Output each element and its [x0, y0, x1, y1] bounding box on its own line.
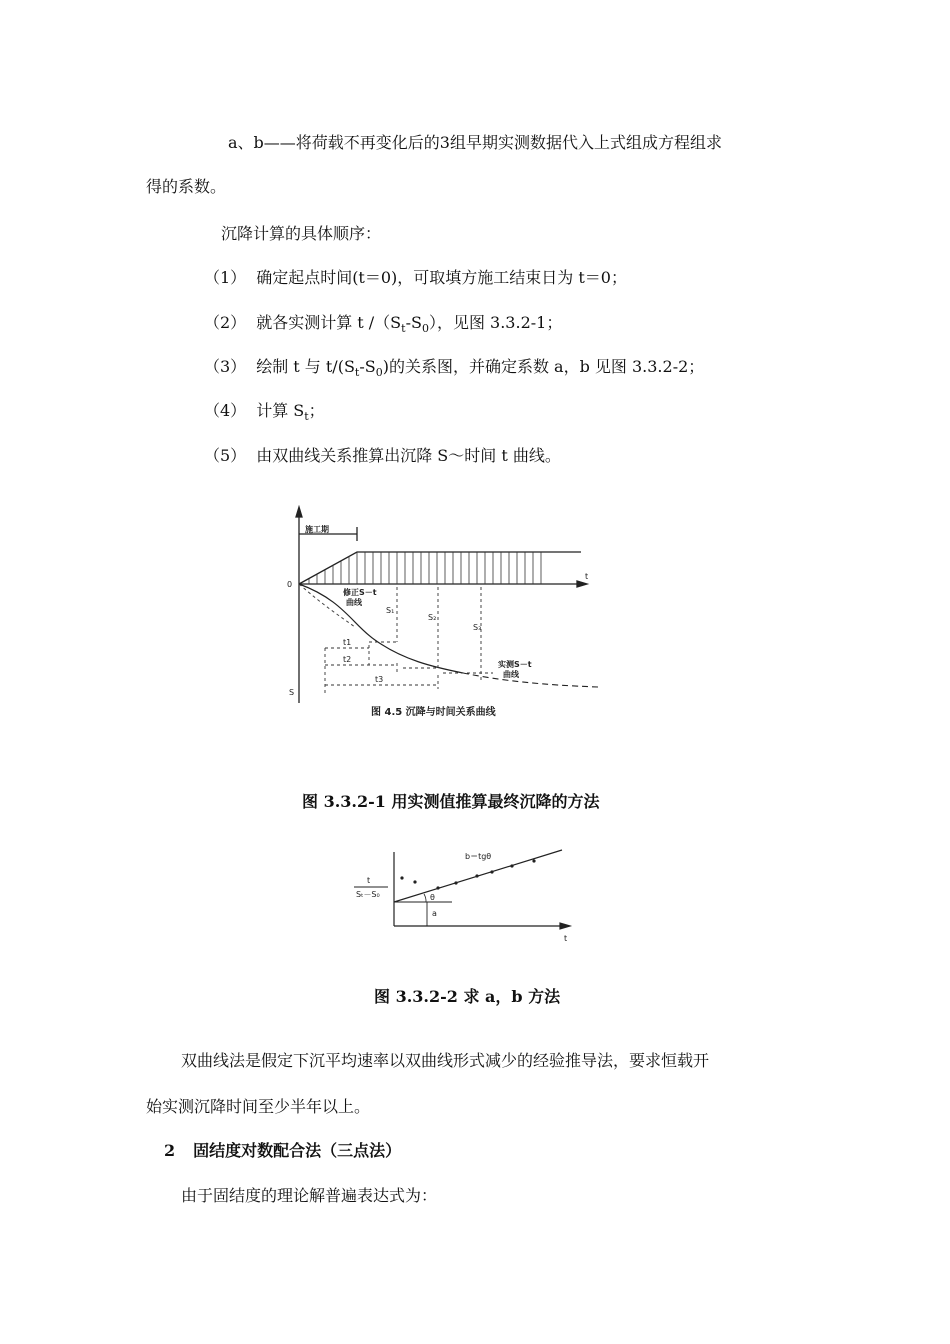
step-2 [204, 313, 562, 333]
subscript: t [354, 366, 360, 379]
ylabel-denominator: Sₜ－S₀ [356, 890, 380, 899]
subscript: t [304, 410, 309, 423]
para-line-2: 始实测沉降时间至少半年以上。 [146, 1097, 371, 1116]
step-text: -S [405, 313, 422, 332]
axis-arrow-icon [560, 923, 570, 929]
step-1 [204, 268, 627, 288]
ylabel-numerator: t [367, 876, 371, 885]
caption-figure-2: 图 3.3.2-2 求 a，b 方法 [374, 987, 561, 1006]
para-line-1: 双曲线法是假定下沉平均速率以双曲线形式减少的经验推导法，要求恒载开 [181, 1051, 710, 1070]
t3-label: t3 [375, 675, 384, 684]
section-heading [164, 1141, 401, 1161]
step-4 [204, 401, 325, 421]
s2-label: S₂ [428, 613, 437, 622]
intro-line-1: a、b——将荷载不再变化后的3组早期实测数据代入上式组成方程组求 [228, 133, 722, 152]
figure-linear-fit [352, 844, 582, 944]
load-hatching [309, 552, 541, 584]
measured-label-1: 实测S－t [498, 660, 532, 669]
step-text: -S [359, 357, 376, 376]
step-3 [204, 357, 704, 377]
order-title: 沉降计算的具体顺序： [221, 224, 382, 243]
step-number: （5） [204, 446, 247, 465]
slope-label: b＝tgθ [465, 852, 492, 861]
step-number: （3） [204, 357, 247, 376]
subscript: 0 [375, 366, 383, 379]
construction-label: 施工期 [305, 525, 329, 534]
step-number: （1） [204, 268, 247, 287]
section-title: 固结度对数配合法（三点法） [193, 1141, 402, 1160]
axis-arrow-icon [577, 581, 587, 587]
x-axis-label: t [564, 934, 568, 943]
step-text: 计算 S [256, 401, 305, 420]
figure-settlement-time [283, 505, 613, 730]
intercept-label: a [432, 909, 437, 918]
measured-curve-extension [463, 673, 598, 687]
step-number: （2） [204, 313, 247, 332]
corrected-label-2: 曲线 [346, 598, 362, 607]
origin-label: 0 [287, 580, 293, 589]
section-number: 2 [164, 1141, 176, 1160]
step-text: 绘制 t 与 t/(S [256, 357, 355, 376]
subscript: t [401, 322, 406, 335]
step-text: 由双曲线关系推算出沉降 S～时间 t 曲线。 [256, 446, 561, 465]
theta-label: θ [430, 893, 435, 902]
s1-label: S₁ [386, 606, 395, 615]
t1-label: t1 [343, 638, 352, 647]
step-text: 就各实测计算 t /（S [256, 313, 402, 332]
t-axis-label: t [585, 572, 589, 581]
corrected-label-1: 修正S－t [343, 588, 377, 597]
step-5 [204, 446, 561, 466]
step-text: ），见图 3.3.2-1； [428, 313, 563, 332]
s3-label: S₃ [473, 623, 482, 632]
caption-figure-1: 图 3.3.2-1 用实测值推算最终沉降的方法 [302, 792, 600, 811]
step-number: （4） [204, 401, 247, 420]
step-text: ； [308, 401, 325, 420]
last-line: 由于固结度的理论解普遍表达式为： [181, 1186, 438, 1205]
axis-arrow-icon [296, 507, 302, 517]
t2-label: t2 [343, 655, 352, 664]
figure-inner-caption: 图 4.5 沉降与时间关系曲线 [371, 707, 496, 718]
s-axis-label: S [289, 688, 295, 697]
step-text: )的关系图，并确定系数 a，b 见图 3.3.2-2； [382, 357, 705, 376]
step-text: 确定起点时间(t＝0)，可取填方施工结束日为 t＝0； [256, 268, 627, 287]
intro-line-2: 得的系数。 [146, 177, 227, 196]
subscript: 0 [421, 322, 429, 335]
measured-label-2: 曲线 [503, 670, 519, 679]
